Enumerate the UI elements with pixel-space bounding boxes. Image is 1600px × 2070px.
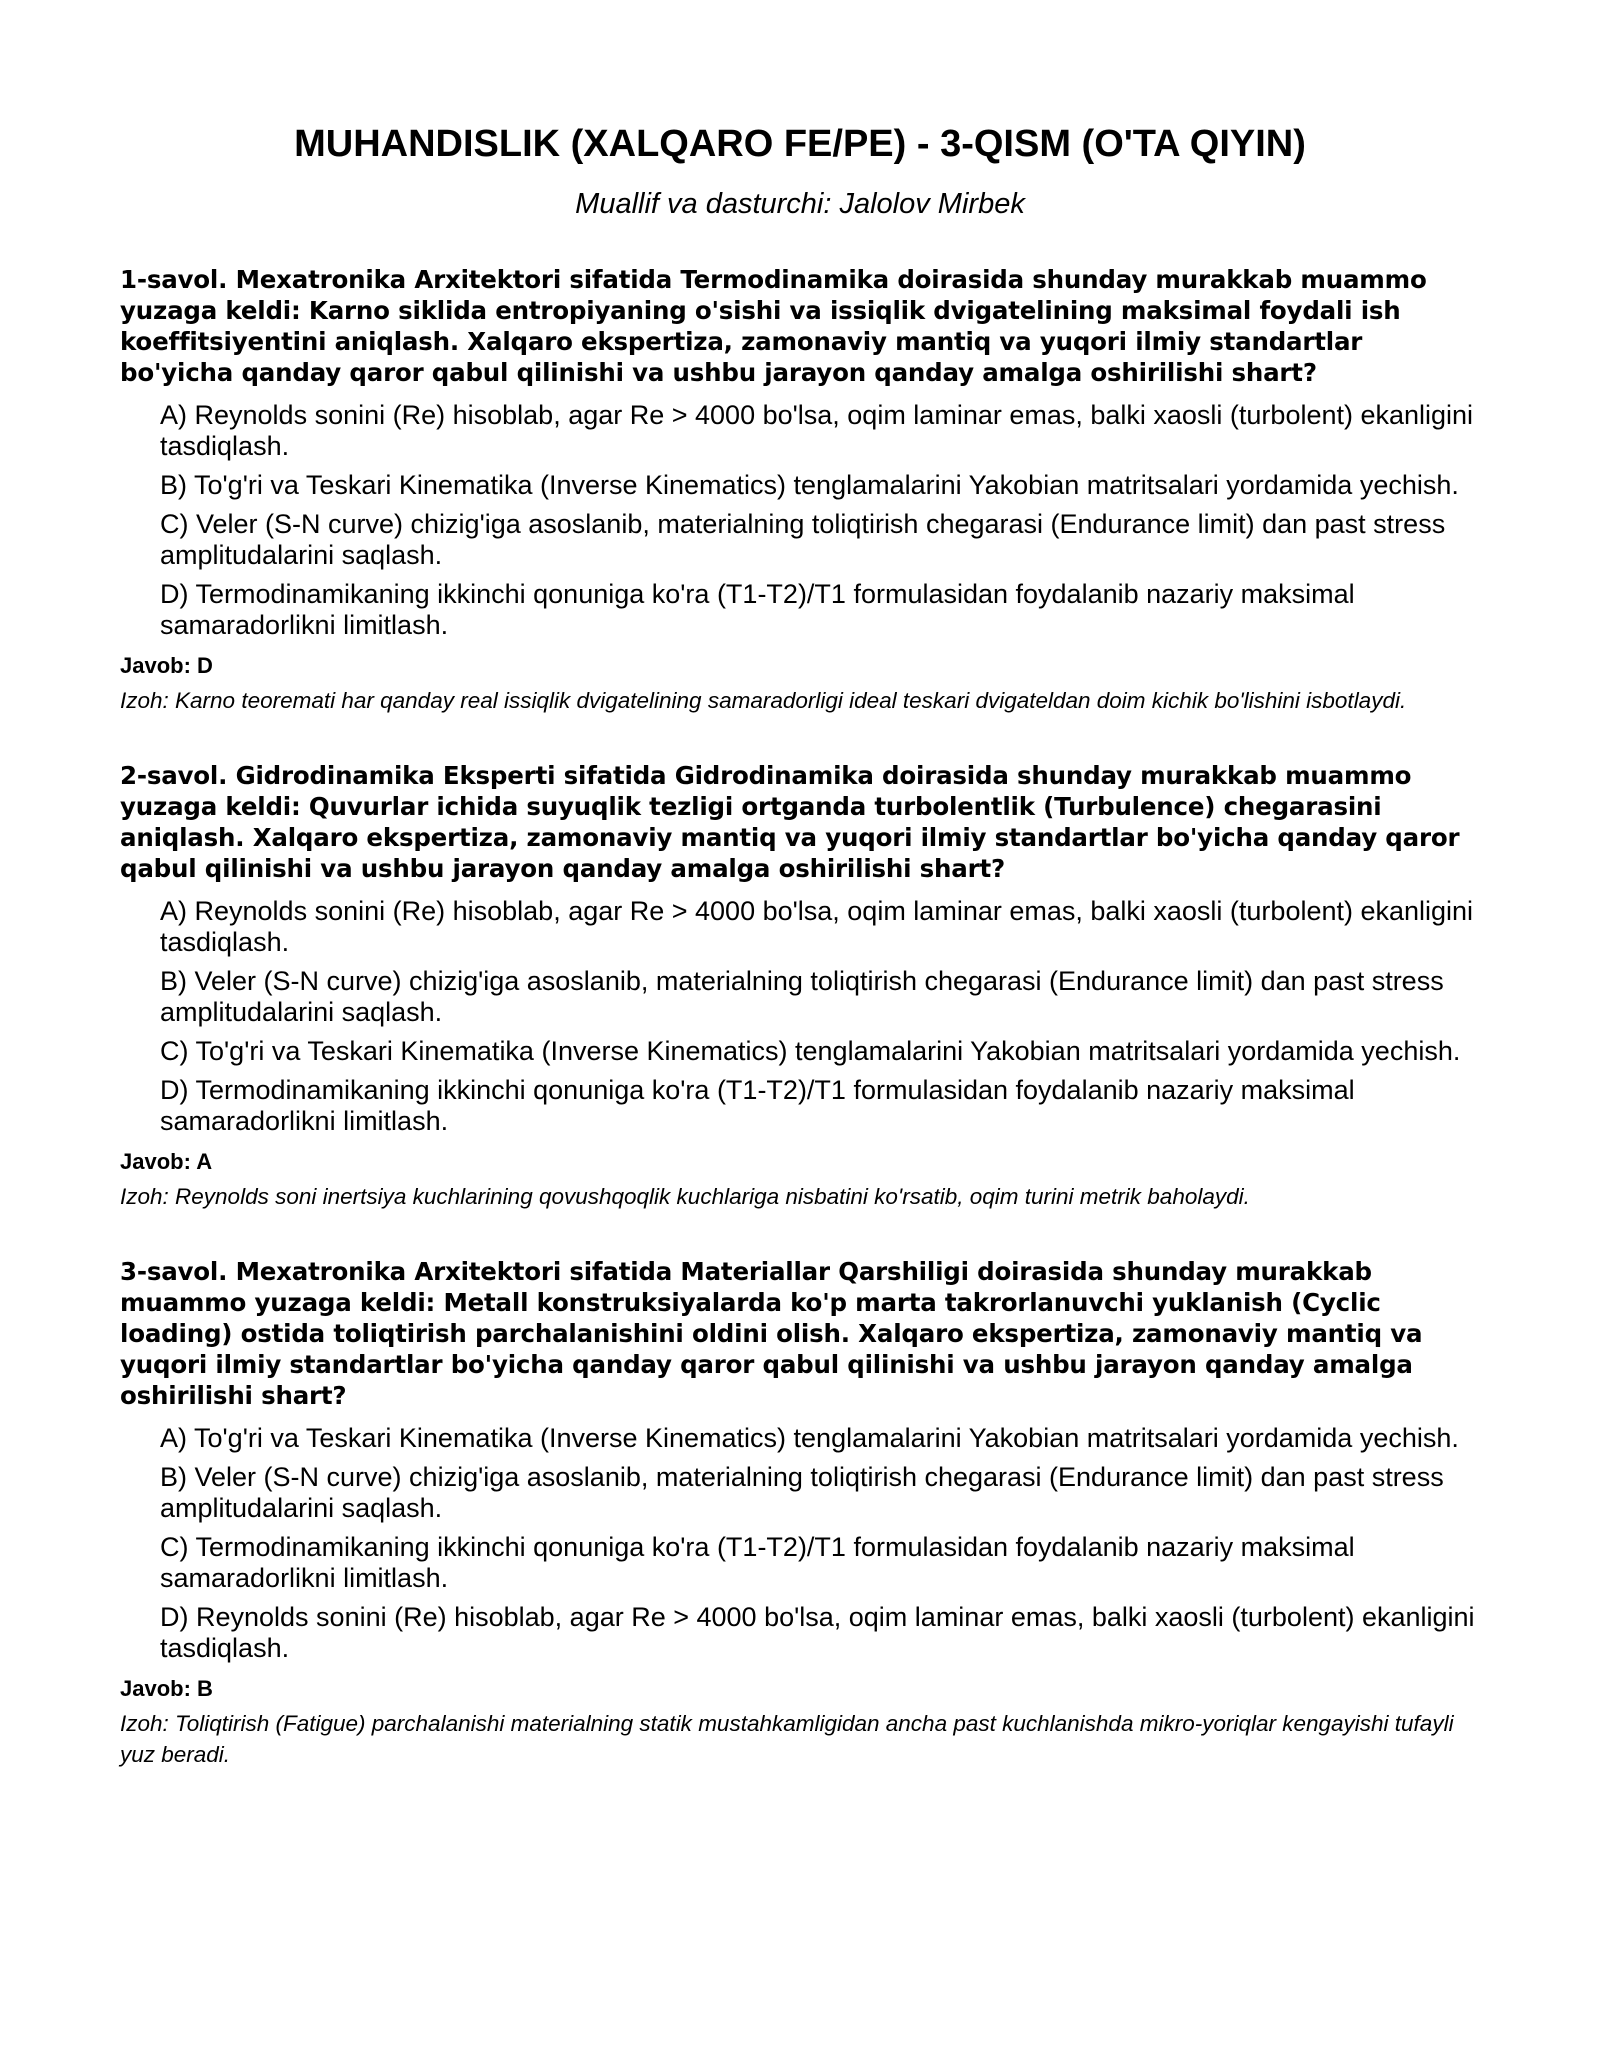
- question-list: [120, 264, 1480, 1770]
- document-title: MUHANDISLIK (XALQARO FE/PE) - 3-QISM (O'TA QIYIN): [294, 123, 1306, 165]
- option-list: [160, 1423, 1480, 1664]
- option-a: A) To'g'ri va Teskari Kinematika (Inverse Kinematics) tenglamalarini Yakobian matritsalari yordamida yechish.: [160, 1423, 1459, 1453]
- answer-label: Javob: A: [120, 1149, 213, 1174]
- question-text: 3-savol. Mexatronika Arxitektori sifatida Materiallar Qarshiligi doirasida shunday murakkab muammo yuzaga keldi: Metall konstruksiyalarda ko'p marta takrorlanuvchi yuklanish (Cyclic loading) ostida toliqtirish parchalanishini oldini olish. Xalqaro ekspertiza, zamonaviy mantiq va yuqori ilmiy standartlar bo'yicha qanday qaror qabul qilinishi va ushbu jarayon qanday amalga oshirilishi shart?: [120, 1257, 1423, 1410]
- question-text: 1-savol. Mexatronika Arxitektori sifatida Termodinamika doirasida shunday murakkab muammo yuzaga keldi: Karno siklida entropiyaning o'sishi va issiqlik dvigatelining maksimal foydali ish koeffitsiyentini aniqlash. Xalqaro ekspertiza, zamonaviy mantiq va yuqori ilmiy standartlar bo'yicha qanday qaror qabul qilinishi va ushbu jarayon qanday amalga oshirilishi shart?: [120, 265, 1427, 387]
- explanation-note: Izoh: Reynolds soni inertsiya kuchlarining qovushqoqlik kuchlariga nisbatini ko'rsatib, oqim turini metrik baholaydi.: [120, 1184, 1250, 1209]
- option-list: [160, 896, 1480, 1137]
- option-c: C) To'g'ri va Teskari Kinematika (Inverse Kinematics) tenglamalarini Yakobian matritsalari yordamida yechish.: [160, 1036, 1461, 1066]
- answer-label: Javob: D: [120, 653, 213, 678]
- option-b: B) Veler (S-N curve) chizig'iga asoslanib, materialning toliqtirish chegarasi (Endurance limit) dan past stress amplitudalarini saqlash.: [160, 1462, 1444, 1523]
- option-list: [160, 400, 1480, 641]
- explanation-note: Izoh: Karno teoremati har qanday real issiqlik dvigatelining samaradorligi ideal teskari dvigateldan doim kichik bo'lishini isbotlaydi.: [120, 688, 1407, 713]
- option-d: D) Termodinamikaning ikkinchi qonuniga ko'ra (T1-T2)/T1 formulasidan foydalanib nazariy maksimal samaradorlikni limitlash.: [160, 1075, 1355, 1136]
- option-d: D) Termodinamikaning ikkinchi qonuniga ko'ra (T1-T2)/T1 formulasidan foydalanib nazariy maksimal samaradorlikni limitlash.: [160, 579, 1355, 640]
- question-2: [120, 760, 1480, 1212]
- option-a: A) Reynolds sonini (Re) hisoblab, agar Re > 4000 bo'lsa, oqim laminar emas, balki xaosli (turbolent) ekanligini tasdiqlash.: [160, 400, 1474, 461]
- question-1: [120, 264, 1480, 716]
- document-author: Muallif va dasturchi: Jalolov Mirbek: [575, 188, 1025, 220]
- question-3: [120, 1256, 1480, 1770]
- option-c: C) Termodinamikaning ikkinchi qonuniga ko'ra (T1-T2)/T1 formulasidan foydalanib nazariy maksimal samaradorlikni limitlash.: [160, 1532, 1355, 1593]
- option-b: B) Veler (S-N curve) chizig'iga asoslanib, materialning toliqtirish chegarasi (Endurance limit) dan past stress amplitudalarini saqlash.: [160, 966, 1444, 1027]
- answer-label: Javob: B: [120, 1676, 213, 1701]
- option-c: C) Veler (S-N curve) chizig'iga asoslanib, materialning toliqtirish chegarasi (Endurance limit) dan past stress amplitudalarini saqlash.: [160, 509, 1446, 570]
- question-text: 2-savol. Gidrodinamika Eksperti sifatida Gidrodinamika doirasida shunday murakkab muammo yuzaga keldi: Quvurlar ichida suyuqlik tezligi ortganda turbolentlik (Turbulence) chegarasini aniqlash. Xalqaro ekspertiza, zamonaviy mantiq va yuqori ilmiy standartlar bo'yicha qanday qaror qabul qilinishi va ushbu jarayon qanday amalga oshirilishi shart?: [120, 761, 1460, 883]
- option-a: A) Reynolds sonini (Re) hisoblab, agar Re > 4000 bo'lsa, oqim laminar emas, balki xaosli (turbolent) ekanligini tasdiqlash.: [160, 896, 1474, 957]
- option-d: D) Reynolds sonini (Re) hisoblab, agar Re > 4000 bo'lsa, oqim laminar emas, balki xaosli (turbolent) ekanligini tasdiqlash.: [160, 1602, 1475, 1663]
- explanation-note: Izoh: Toliqtirish (Fatigue) parchalanishi materialning statik mustahkamligidan ancha past kuchlanishda mikro-yoriqlar kengayishi tufayli yuz beradi.: [120, 1711, 1454, 1767]
- option-b: B) To'g'ri va Teskari Kinematika (Inverse Kinematics) tenglamalarini Yakobian matritsalari yordamida yechish.: [160, 470, 1459, 500]
